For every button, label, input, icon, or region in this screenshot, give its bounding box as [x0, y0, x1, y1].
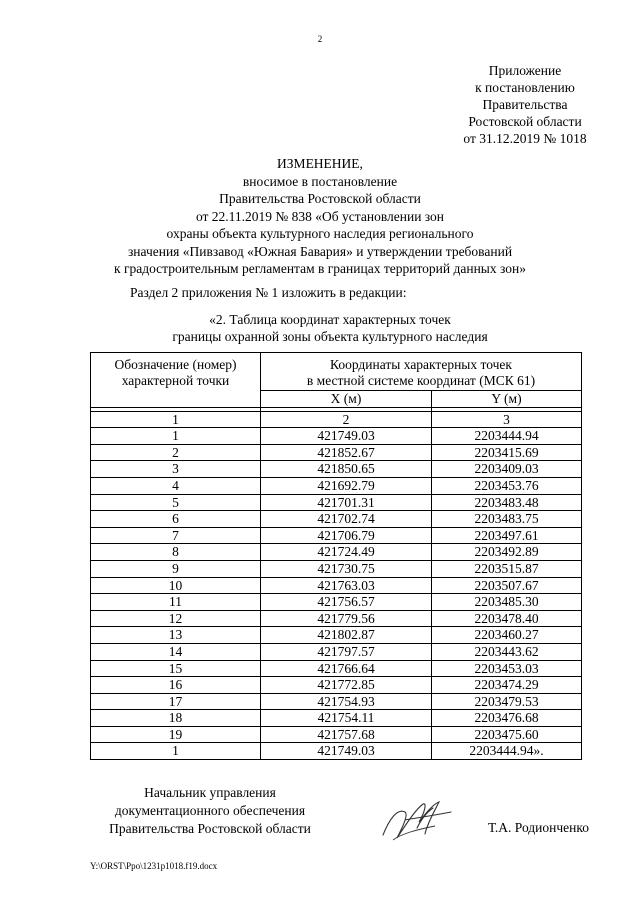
cell-x: 421724.49 [261, 544, 432, 561]
cell-y: 2203492.89 [432, 544, 582, 561]
cell-x: 421802.87 [261, 627, 432, 644]
cell-y: 2203483.48 [432, 494, 582, 511]
cell-point: 8 [91, 544, 261, 561]
header-point-line: характерной точки [121, 373, 230, 388]
table-row [91, 726, 582, 743]
appendix-line: к постановлению [475, 80, 575, 95]
cell-point: 7 [91, 527, 261, 544]
table-row [91, 560, 582, 577]
cell-y: 2203453.03 [432, 660, 582, 677]
signatory-position-line: Начальник управления [144, 785, 276, 800]
signatory-position-line: Правительства Ростовской области [109, 821, 311, 836]
cell-x: 421754.93 [261, 693, 432, 710]
appendix-line: Ростовской области [468, 114, 582, 129]
cell-point: 10 [91, 577, 261, 594]
cell-x: 421701.31 [261, 494, 432, 511]
cell-point: 2 [91, 444, 261, 461]
cell-point: 13 [91, 627, 261, 644]
cell-point: 6 [91, 511, 261, 528]
table-row [91, 511, 582, 528]
cell-y: 2203485.30 [432, 594, 582, 611]
cell-point: 1 [91, 428, 261, 445]
table-row [91, 477, 582, 494]
cell-y: 2203476.68 [432, 710, 582, 727]
cell-point: 11 [91, 594, 261, 611]
cell-y: 2203460.27 [432, 627, 582, 644]
cell-x: 421730.75 [261, 560, 432, 577]
table-row [91, 577, 582, 594]
cell-y: 2203453.76 [432, 477, 582, 494]
table-row [91, 544, 582, 561]
cell-y: 2203443.62 [432, 643, 582, 660]
coordinates-table [90, 352, 582, 760]
cell-x: 421772.85 [261, 677, 432, 694]
handwritten-signature [375, 790, 455, 850]
table-row [91, 677, 582, 694]
table-title [90, 312, 570, 345]
cell-point: 5 [91, 494, 261, 511]
cell-point: 4 [91, 477, 261, 494]
table-row [91, 610, 582, 627]
appendix-line: от 31.12.2019 № 1018 [463, 131, 587, 146]
header-x-cell: X (м) [261, 391, 432, 408]
cell-y: 2203415.69 [432, 444, 582, 461]
cell-y: 2203479.53 [432, 693, 582, 710]
table-row [91, 444, 582, 461]
appendix-block [440, 62, 610, 147]
cell-x: 421763.03 [261, 577, 432, 594]
cell-y: 2203444.94». [432, 743, 582, 760]
header-y-cell: Y (м) [432, 391, 582, 408]
column-number-row [91, 411, 582, 428]
cell-point: 18 [91, 710, 261, 727]
cell-y: 2203507.67 [432, 577, 582, 594]
cell-x: 421702.74 [261, 511, 432, 528]
signatory-name: Т.А. Родионченко [488, 820, 589, 835]
cell-x: 421706.79 [261, 527, 432, 544]
table-row [91, 710, 582, 727]
cell-x: 421850.65 [261, 461, 432, 478]
column-number-cell: 2 [261, 411, 432, 428]
table-row [91, 693, 582, 710]
cell-y: 2203515.87 [432, 560, 582, 577]
signatory-position [90, 784, 330, 838]
file-path: Y:\ORST\Ppo\1231p1018.f19.docx [90, 861, 218, 871]
title-heading: ИЗМЕНЕНИЕ, [277, 156, 363, 171]
cell-y: 2203478.40 [432, 610, 582, 627]
signatory-position-line: документационного обеспечения [114, 803, 306, 818]
header-point-line: Обозначение (номер) [114, 357, 237, 372]
cell-point: 19 [91, 726, 261, 743]
cell-x: 421757.68 [261, 726, 432, 743]
table-row [91, 494, 582, 511]
cell-point: 1 [91, 743, 261, 760]
column-number-cell: 3 [432, 411, 582, 428]
title-line: охраны объекта культурного наследия регионального [166, 226, 474, 241]
cell-point: 12 [91, 610, 261, 627]
table-row [91, 643, 582, 660]
title-line: от 22.11.2019 № 838 «Об установлении зон [195, 208, 445, 224]
cell-x: 421852.67 [261, 444, 432, 461]
table-row [91, 428, 582, 445]
title-line: значения «Пивзавод «Южная Бавария» и утверждении требований [127, 243, 513, 259]
cell-y: 2203474.29 [432, 677, 582, 694]
header-point-cell [91, 353, 261, 408]
cell-x: 421766.64 [261, 660, 432, 677]
cell-y: 2203409.03 [432, 461, 582, 478]
table-row [91, 743, 582, 760]
cell-y: 2203475.60 [432, 726, 582, 743]
cell-point: 9 [91, 560, 261, 577]
title-line: вносимое в постановление [242, 173, 398, 189]
cell-x: 421749.03 [261, 743, 432, 760]
cell-point: 15 [91, 660, 261, 677]
cell-x: 421754.11 [261, 710, 432, 727]
cell-point: 17 [91, 693, 261, 710]
section-instruction: Раздел 2 приложения № 1 изложить в редакции: [130, 285, 407, 300]
cell-y: 2203444.94 [432, 428, 582, 445]
table-row [91, 527, 582, 544]
document-title [60, 155, 580, 278]
cell-point: 14 [91, 643, 261, 660]
cell-x: 421692.79 [261, 477, 432, 494]
header-coords-line: в местной системе координат (МСК 61) [306, 373, 536, 388]
table-row [91, 660, 582, 677]
cell-y: 2203497.61 [432, 527, 582, 544]
table-title-line: «2. Таблица координат характерных точек [209, 312, 451, 327]
table-header-row [91, 353, 582, 391]
cell-x: 421749.03 [261, 428, 432, 445]
column-number-cell: 1 [91, 411, 261, 428]
header-coords-line: Координаты характерных точек [330, 357, 512, 372]
table-row [91, 627, 582, 644]
cell-point: 16 [91, 677, 261, 694]
cell-x: 421779.56 [261, 610, 432, 627]
header-coords-cell [261, 353, 582, 391]
cell-y: 2203483.75 [432, 511, 582, 528]
cell-x: 421756.57 [261, 594, 432, 611]
appendix-line: Приложение [488, 63, 562, 78]
appendix-line: Правительства [482, 97, 568, 112]
page-number: 2 [317, 34, 323, 44]
table-title-line: границы охранной зоны объекта культурного наследия [172, 328, 488, 344]
title-line: к градостроительным регламентам в границах территорий данных зон» [114, 261, 526, 276]
table-row [91, 594, 582, 611]
title-line: Правительства Ростовской области [219, 191, 421, 206]
table-row [91, 461, 582, 478]
cell-x: 421797.57 [261, 643, 432, 660]
cell-point: 3 [91, 461, 261, 478]
